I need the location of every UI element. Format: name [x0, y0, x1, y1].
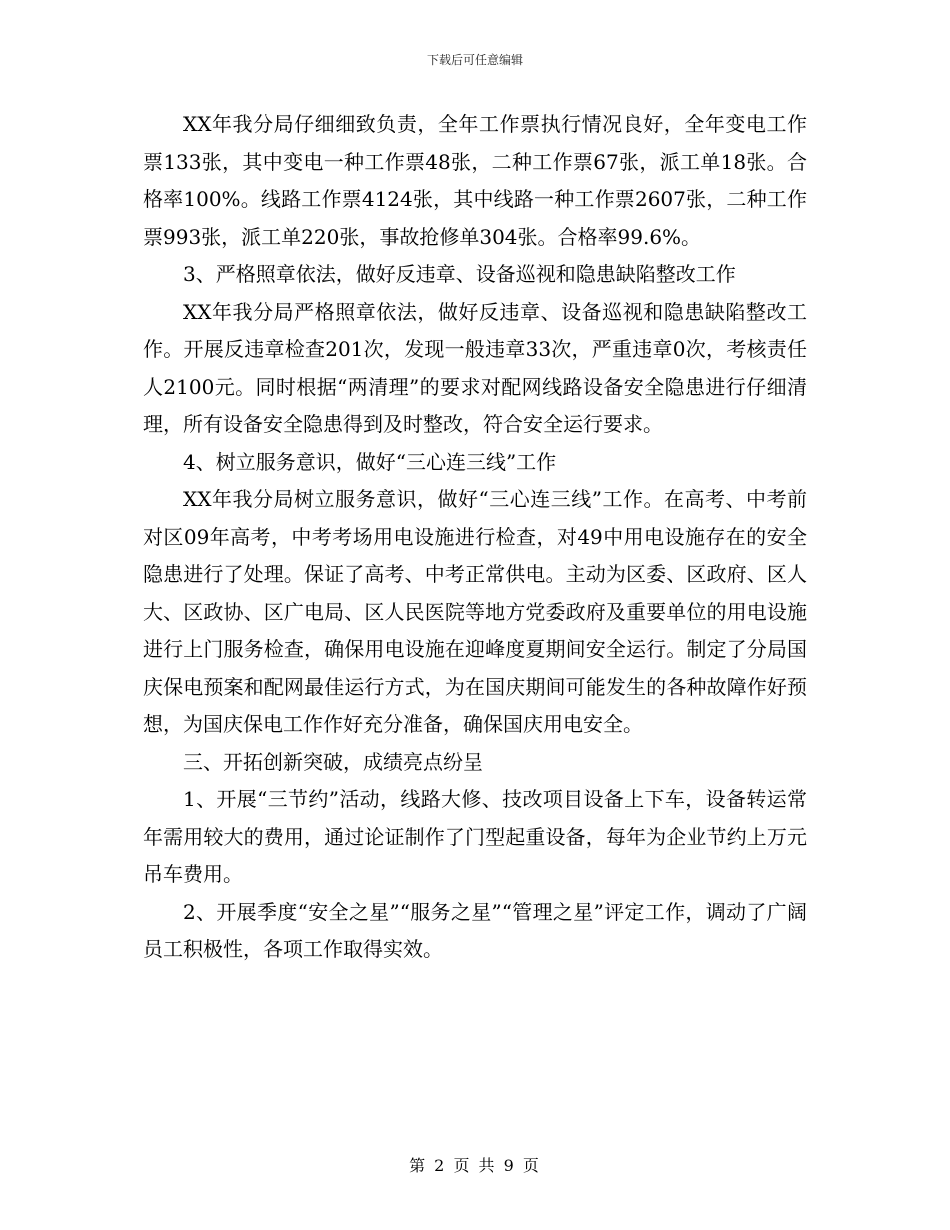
heading-service-awareness: 4、树立服务意识，做好“三心连三线”工作	[183, 449, 557, 474]
paragraph-three-savings: 1、开展“三节约”活动，线路大修、技改项目设备上下车，设备转运常年需用较大的费用，通过论证制作了门型起重设备，每年为企业节约上万元吊车费用。	[143, 787, 807, 886]
paragraph-service-awareness: XX年我分局树立服务意识，做好“三心连三线”工作。在高考、中考前对区09年高考，中考考场用电设施进行检查，对49中用电设施存在的安全隐患进行了处理。保证了高考、中考正常供电。主动为区委、区政府、区人大、区政协、区广电局、区人民医院等地方党委政府及重要单位的用电设施进行上门服务检查，确保用电设施在迎峰度夏期间安全运行。制定了分局国庆保电预案和配网最佳运行方式，为在国庆期间可能发生的各种故障作好预想，为国庆保电工作作好充分准备，确保国庆用电安全。	[143, 487, 807, 736]
heading-anti-violation: 3、严格照章依法，做好反违章、设备巡视和隐患缺陷整改工作	[183, 262, 736, 286]
paragraph-work-tickets: XX年我分局仔细细致负责，全年工作票执行情况良好，全年变电工作票133张，其中变电一种工作票48张，二种工作票67张，派工单18张。合格率100%。线路工作票4124张，其中线路一种工作票2607张，二种工作票993张，派工单220张，事故抢修单304张。合格率99.6%。	[143, 112, 807, 249]
paragraph-anti-violation: XX年我分局严格照章依法，做好反违章、设备巡视和隐患缺陷整改工作。开展反违章检查201次，发现一般违章33次，严重违章0次，考核责任人2100元。同时根据“两清理”的要求对配网线路设备安全隐患进行仔细清理，所有设备安全隐患得到及时整改，符合安全运行要求。	[143, 299, 807, 436]
page-footer: 第 2 页 共 9 页	[409, 1156, 541, 1175]
paragraph-star-evaluation: 2、开展季度“安全之星”“服务之星”“管理之星”评定工作，调动了广阔员工积极性，各项工作取得实效。	[143, 899, 807, 961]
document-body	[143, 106, 807, 969]
page-header: 下载后可任意编辑	[426, 53, 523, 67]
heading-innovation: 三、开拓创新突破，成绩亮点纷呈	[183, 749, 483, 774]
